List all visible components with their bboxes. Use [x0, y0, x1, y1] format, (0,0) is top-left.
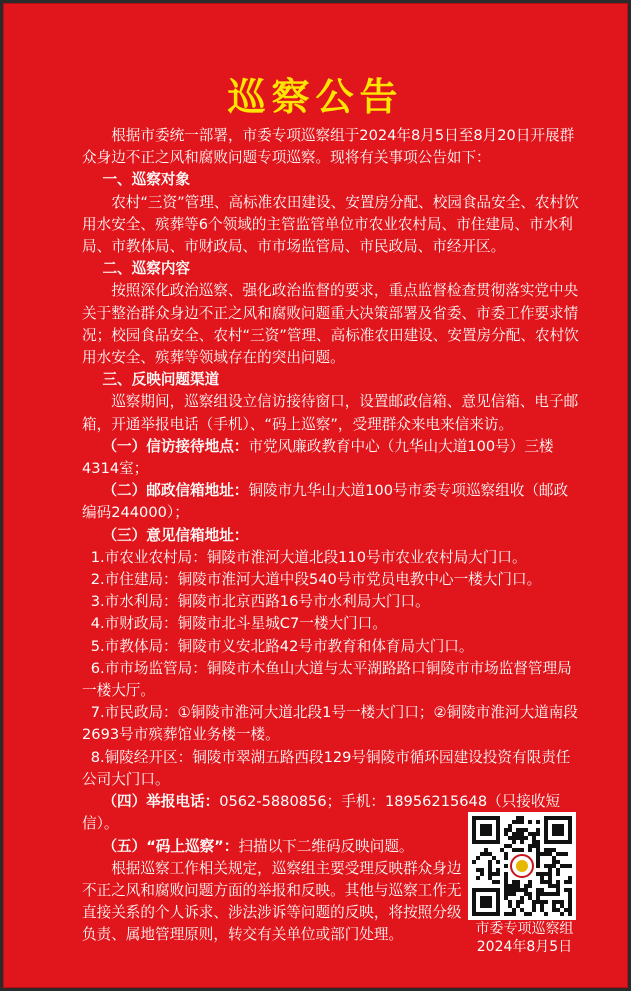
qr-module — [520, 820, 524, 824]
qr-module — [540, 888, 544, 892]
qr-module — [520, 828, 524, 832]
qr-module — [512, 832, 516, 836]
channel-opinion-box — [82, 525, 582, 547]
qr-module — [508, 824, 512, 828]
qr-module — [548, 880, 552, 884]
qr-module — [568, 896, 572, 900]
qr-module — [560, 912, 564, 916]
qr-module — [532, 900, 536, 904]
intro-paragraph: 根据市委统一部署，市委专项巡察组于2024年8月5日至8月20日开展群众身边不正之风和腐败问题专项巡察。现将有关事项公告如下： — [82, 127, 575, 167]
qr-module — [544, 900, 548, 904]
qr-module — [504, 896, 508, 900]
page-title: 巡察公告 — [227, 75, 404, 119]
qr-module — [504, 832, 508, 836]
qr-module — [492, 872, 496, 876]
qr-module — [516, 848, 520, 852]
qr-module — [508, 884, 512, 888]
section-heading-content: 二、巡察内容 — [102, 260, 191, 278]
channel-qr-text: 扫描以下二维码反映问题。 — [238, 837, 414, 855]
qr-module — [532, 904, 536, 908]
qr-module — [540, 872, 544, 876]
qr-module — [540, 908, 544, 912]
list-item: 6.市市场监管局：铜陵市木鱼山大道与太平湖路路口铜陵市市场监督管理局一楼大厅。 — [82, 659, 572, 700]
qr-module — [544, 852, 548, 856]
qr-module — [536, 892, 540, 896]
signature-date: 2024年8月5日 — [476, 939, 573, 955]
qr-finder — [480, 824, 492, 836]
qr-module — [548, 884, 552, 888]
qr-module — [508, 836, 512, 840]
channel-visit-text: 市党风廉政教育中心（九华山大道100号）三楼4314室； — [82, 437, 554, 478]
qr-code-icon[interactable] — [468, 812, 576, 920]
qr-module — [512, 848, 516, 852]
qr-module — [548, 872, 552, 876]
qr-module — [536, 852, 540, 856]
qr-module — [536, 856, 540, 860]
list-item: 1.市农业农村局：铜陵市淮河大道北段110号市农业农村局大门口。 — [90, 548, 527, 566]
qr-module — [512, 880, 516, 884]
qr-module — [516, 888, 520, 892]
section-text-content: 按照深化政治巡察、强化政治监督的要求，重点监督检查贯彻落实党中央关于整治群众身边不正之风和腐败问题重大决策部署及省委、市委工作要求情况；校园食品安全、农村“三资”管理、高标准农田建设、安置房分配、农村饮用水安全、殡葬等领域存在的突出问题。 — [82, 282, 579, 367]
qr-module — [552, 892, 556, 896]
qr-module — [516, 904, 520, 908]
qr-module — [552, 904, 556, 908]
qr-module — [496, 860, 500, 864]
qr-module — [528, 912, 532, 916]
channel-postbox — [82, 480, 582, 524]
qr-module — [532, 836, 536, 840]
qr-module — [508, 844, 512, 848]
qr-module — [544, 880, 548, 884]
qr-module — [540, 892, 544, 896]
qr-module — [520, 908, 524, 912]
list-item: 5.市教体局：铜陵市义安北路42号市教育和体育局大门口。 — [90, 637, 474, 655]
qr-module — [476, 876, 480, 880]
qr-module — [568, 900, 572, 904]
list-item: 2.市住建局：铜陵市淮河大道中段540号市党员电教中心一楼大门口。 — [90, 571, 542, 589]
qr-module — [504, 912, 508, 916]
qr-finder — [552, 824, 564, 836]
qr-module — [504, 844, 508, 848]
closing-paragraph: 根据巡察工作相关规定，巡察组主要受理反映群众身边不正之风和腐败问题方面的举报和反映。其他与巡察工作无直接关系的个人诉求、涉法涉诉等问题的反映，将按照分级负责、属地管理原则，转交有关单位或部门处理。 — [82, 859, 462, 944]
qr-module — [536, 840, 540, 844]
qr-module — [504, 892, 508, 896]
qr-module — [536, 872, 540, 876]
qr-module — [540, 904, 544, 908]
qr-module — [488, 860, 492, 864]
qr-module — [516, 884, 520, 888]
qr-module — [560, 904, 564, 908]
qr-module — [504, 888, 508, 892]
qr-module — [532, 832, 536, 836]
qr-module — [564, 864, 568, 868]
section-heading-channels: 三、反映问题渠道 — [102, 371, 220, 389]
section-heading-targets: 一、巡察对象 — [102, 171, 191, 189]
qr-module — [480, 852, 484, 856]
list-item: 8.铜陵经开区：铜陵市翠湖五路西段129号铜陵市循环园建设投资有限责任公司大门口。 — [82, 748, 571, 788]
qr-module — [544, 864, 548, 868]
qr-module — [536, 848, 540, 852]
qr-module — [536, 828, 540, 832]
qr-module — [540, 876, 544, 880]
qr-module — [508, 828, 512, 832]
qr-module — [568, 864, 572, 868]
qr-module — [540, 852, 544, 856]
qr-module — [524, 892, 528, 896]
qr-module — [488, 876, 492, 880]
list-item: 4.市财政局：铜陵市北斗星城C7一楼大门口。 — [90, 615, 387, 633]
qr-module — [556, 892, 560, 896]
qr-module — [504, 872, 508, 876]
qr-module — [504, 852, 508, 856]
qr-module — [568, 904, 572, 908]
qr-module — [488, 852, 492, 856]
qr-module — [536, 820, 540, 824]
qr-module — [536, 864, 540, 868]
qr-module — [472, 860, 476, 864]
qr-module — [488, 868, 492, 872]
qr-module — [508, 892, 512, 896]
qr-module — [508, 888, 512, 892]
qr-module — [508, 900, 512, 904]
qr-module — [488, 872, 492, 876]
qr-module — [556, 888, 560, 892]
qr-module — [516, 900, 520, 904]
qr-module — [548, 876, 552, 880]
qr-module — [556, 908, 560, 912]
qr-module — [520, 900, 524, 904]
channel-phone-text: 0562-5880856；手机：18956215648（只接收短信）。 — [82, 793, 561, 833]
qr-module — [552, 848, 556, 852]
qr-module — [536, 888, 540, 892]
qr-module — [552, 860, 556, 864]
announcement-poster — [3, 3, 628, 988]
signature-block — [452, 920, 597, 956]
qr-module — [480, 872, 484, 876]
qr-module — [512, 888, 516, 892]
qr-module — [476, 856, 480, 860]
qr-module — [532, 908, 536, 912]
qr-module — [484, 848, 488, 852]
qr-module — [524, 828, 528, 832]
qr-module — [488, 864, 492, 868]
qr-module — [528, 880, 532, 884]
qr-module — [524, 884, 528, 888]
qr-module — [520, 816, 524, 820]
qr-module — [560, 852, 564, 856]
qr-code-graphic — [468, 812, 576, 920]
qr-module — [528, 820, 532, 824]
qr-module — [496, 872, 500, 876]
qr-module — [564, 908, 568, 912]
qr-module — [520, 836, 524, 840]
qr-module — [512, 912, 516, 916]
qr-finder — [480, 896, 492, 908]
channel-postbox-text: 铜陵市九华山大道100号市委专项巡察组收（邮政编码244000）； — [82, 482, 569, 522]
qr-module — [504, 864, 508, 868]
qr-module — [524, 836, 528, 840]
qr-module — [556, 884, 560, 888]
qr-module — [520, 888, 524, 892]
qr-module — [568, 876, 572, 880]
qr-module — [556, 860, 560, 864]
qr-module — [512, 840, 516, 844]
qr-module — [528, 884, 532, 888]
channel-phone-label: （四）举报电话： — [102, 793, 220, 811]
qr-module — [548, 864, 552, 868]
qr-module — [528, 896, 532, 900]
qr-module — [496, 880, 500, 884]
qr-module — [568, 892, 572, 896]
qr-module — [504, 880, 508, 884]
qr-module — [564, 852, 568, 856]
qr-module — [476, 868, 480, 872]
qr-module — [552, 864, 556, 868]
qr-module — [536, 896, 540, 900]
qr-module — [508, 904, 512, 908]
qr-module — [556, 900, 560, 904]
qr-module — [504, 828, 508, 832]
list-item: 3.市水利局：铜陵市北京西路16号市水利局大门口。 — [90, 593, 430, 611]
qr-module — [536, 900, 540, 904]
qr-module — [520, 832, 524, 836]
qr-module — [520, 840, 524, 844]
qr-module — [524, 912, 528, 916]
qr-module — [496, 868, 500, 872]
qr-module — [520, 896, 524, 900]
qr-module — [552, 884, 556, 888]
channel-postbox-label: （二）邮政信箱地址： — [102, 482, 249, 500]
qr-module — [568, 908, 572, 912]
qr-module — [512, 836, 516, 840]
qr-module — [564, 880, 568, 884]
qr-module — [516, 836, 520, 840]
qr-module — [504, 856, 508, 860]
qr-module — [548, 852, 552, 856]
signature-org: 市委专项巡察组 — [475, 921, 574, 937]
qr-module — [548, 892, 552, 896]
qr-module — [552, 900, 556, 904]
qr-module — [560, 864, 564, 868]
qr-module — [528, 832, 532, 836]
qr-module — [568, 888, 572, 892]
qr-module — [528, 848, 532, 852]
qr-module — [568, 880, 572, 884]
qr-module — [552, 856, 556, 860]
qr-module — [508, 912, 512, 916]
qr-module — [540, 880, 544, 884]
qr-module — [564, 888, 568, 892]
qr-module — [540, 900, 544, 904]
channel-opinion-box-label: （三）意见信箱地址： — [102, 526, 249, 544]
qr-module — [512, 884, 516, 888]
qr-module — [536, 844, 540, 848]
qr-module — [516, 880, 520, 884]
qr-module — [556, 872, 560, 876]
qr-module — [544, 912, 548, 916]
qr-module — [504, 876, 508, 880]
qr-module — [516, 832, 520, 836]
qr-module — [512, 908, 516, 912]
qr-module — [520, 848, 524, 852]
qr-module — [532, 844, 536, 848]
qr-module — [548, 848, 552, 852]
channel-qr-label: （五）“码上巡察”： — [102, 837, 239, 855]
qr-module — [556, 868, 560, 872]
section-text-targets: 农村“三资”管理、高标准农田建设、安置房分配、校园食品安全、农村饮用水安全、殡葬等6个领域的主管监管单位市农业农村局、市住建局、市水利局、市教体局、市财政局、市市场监管局、市民政局、市经开区。 — [82, 193, 579, 256]
qr-module — [532, 840, 536, 844]
qr-module — [548, 868, 552, 872]
qr-module — [568, 912, 572, 916]
party-emblem-icon — [516, 860, 528, 872]
channel-visit-label: （一）信访接待地点： — [102, 437, 249, 455]
qr-module — [552, 908, 556, 912]
section-text-channels: 巡察期间，巡察组设立信访接待窗口，设置邮政信箱、意见信箱、电子邮箱，开通举报电话（手机）、“码上巡察”，受理群众来电来信来访。 — [82, 393, 579, 433]
qr-module — [516, 816, 520, 820]
qr-module — [516, 828, 520, 832]
qr-module — [512, 892, 516, 896]
qr-module — [544, 872, 548, 876]
qr-module — [544, 892, 548, 896]
qr-module — [504, 884, 508, 888]
qr-module — [480, 868, 484, 872]
qr-module — [556, 852, 560, 856]
qr-module — [524, 888, 528, 892]
qr-module — [528, 844, 532, 848]
qr-module — [492, 880, 496, 884]
channel-visit — [82, 436, 582, 480]
list-item: 7.市民政局：①铜陵市淮河大道北段1号一楼大门口；②铜陵市淮河大道南段2693号市殡葬馆业务楼一楼。 — [82, 704, 578, 744]
qr-module — [544, 848, 548, 852]
qr-module — [556, 880, 560, 884]
qr-module — [500, 848, 504, 852]
qr-module — [484, 852, 488, 856]
qr-module — [516, 820, 520, 824]
qr-module — [560, 900, 564, 904]
qr-module — [528, 892, 532, 896]
qr-module — [492, 856, 496, 860]
qr-module — [536, 832, 540, 836]
qr-module — [512, 820, 516, 824]
qr-module — [536, 860, 540, 864]
